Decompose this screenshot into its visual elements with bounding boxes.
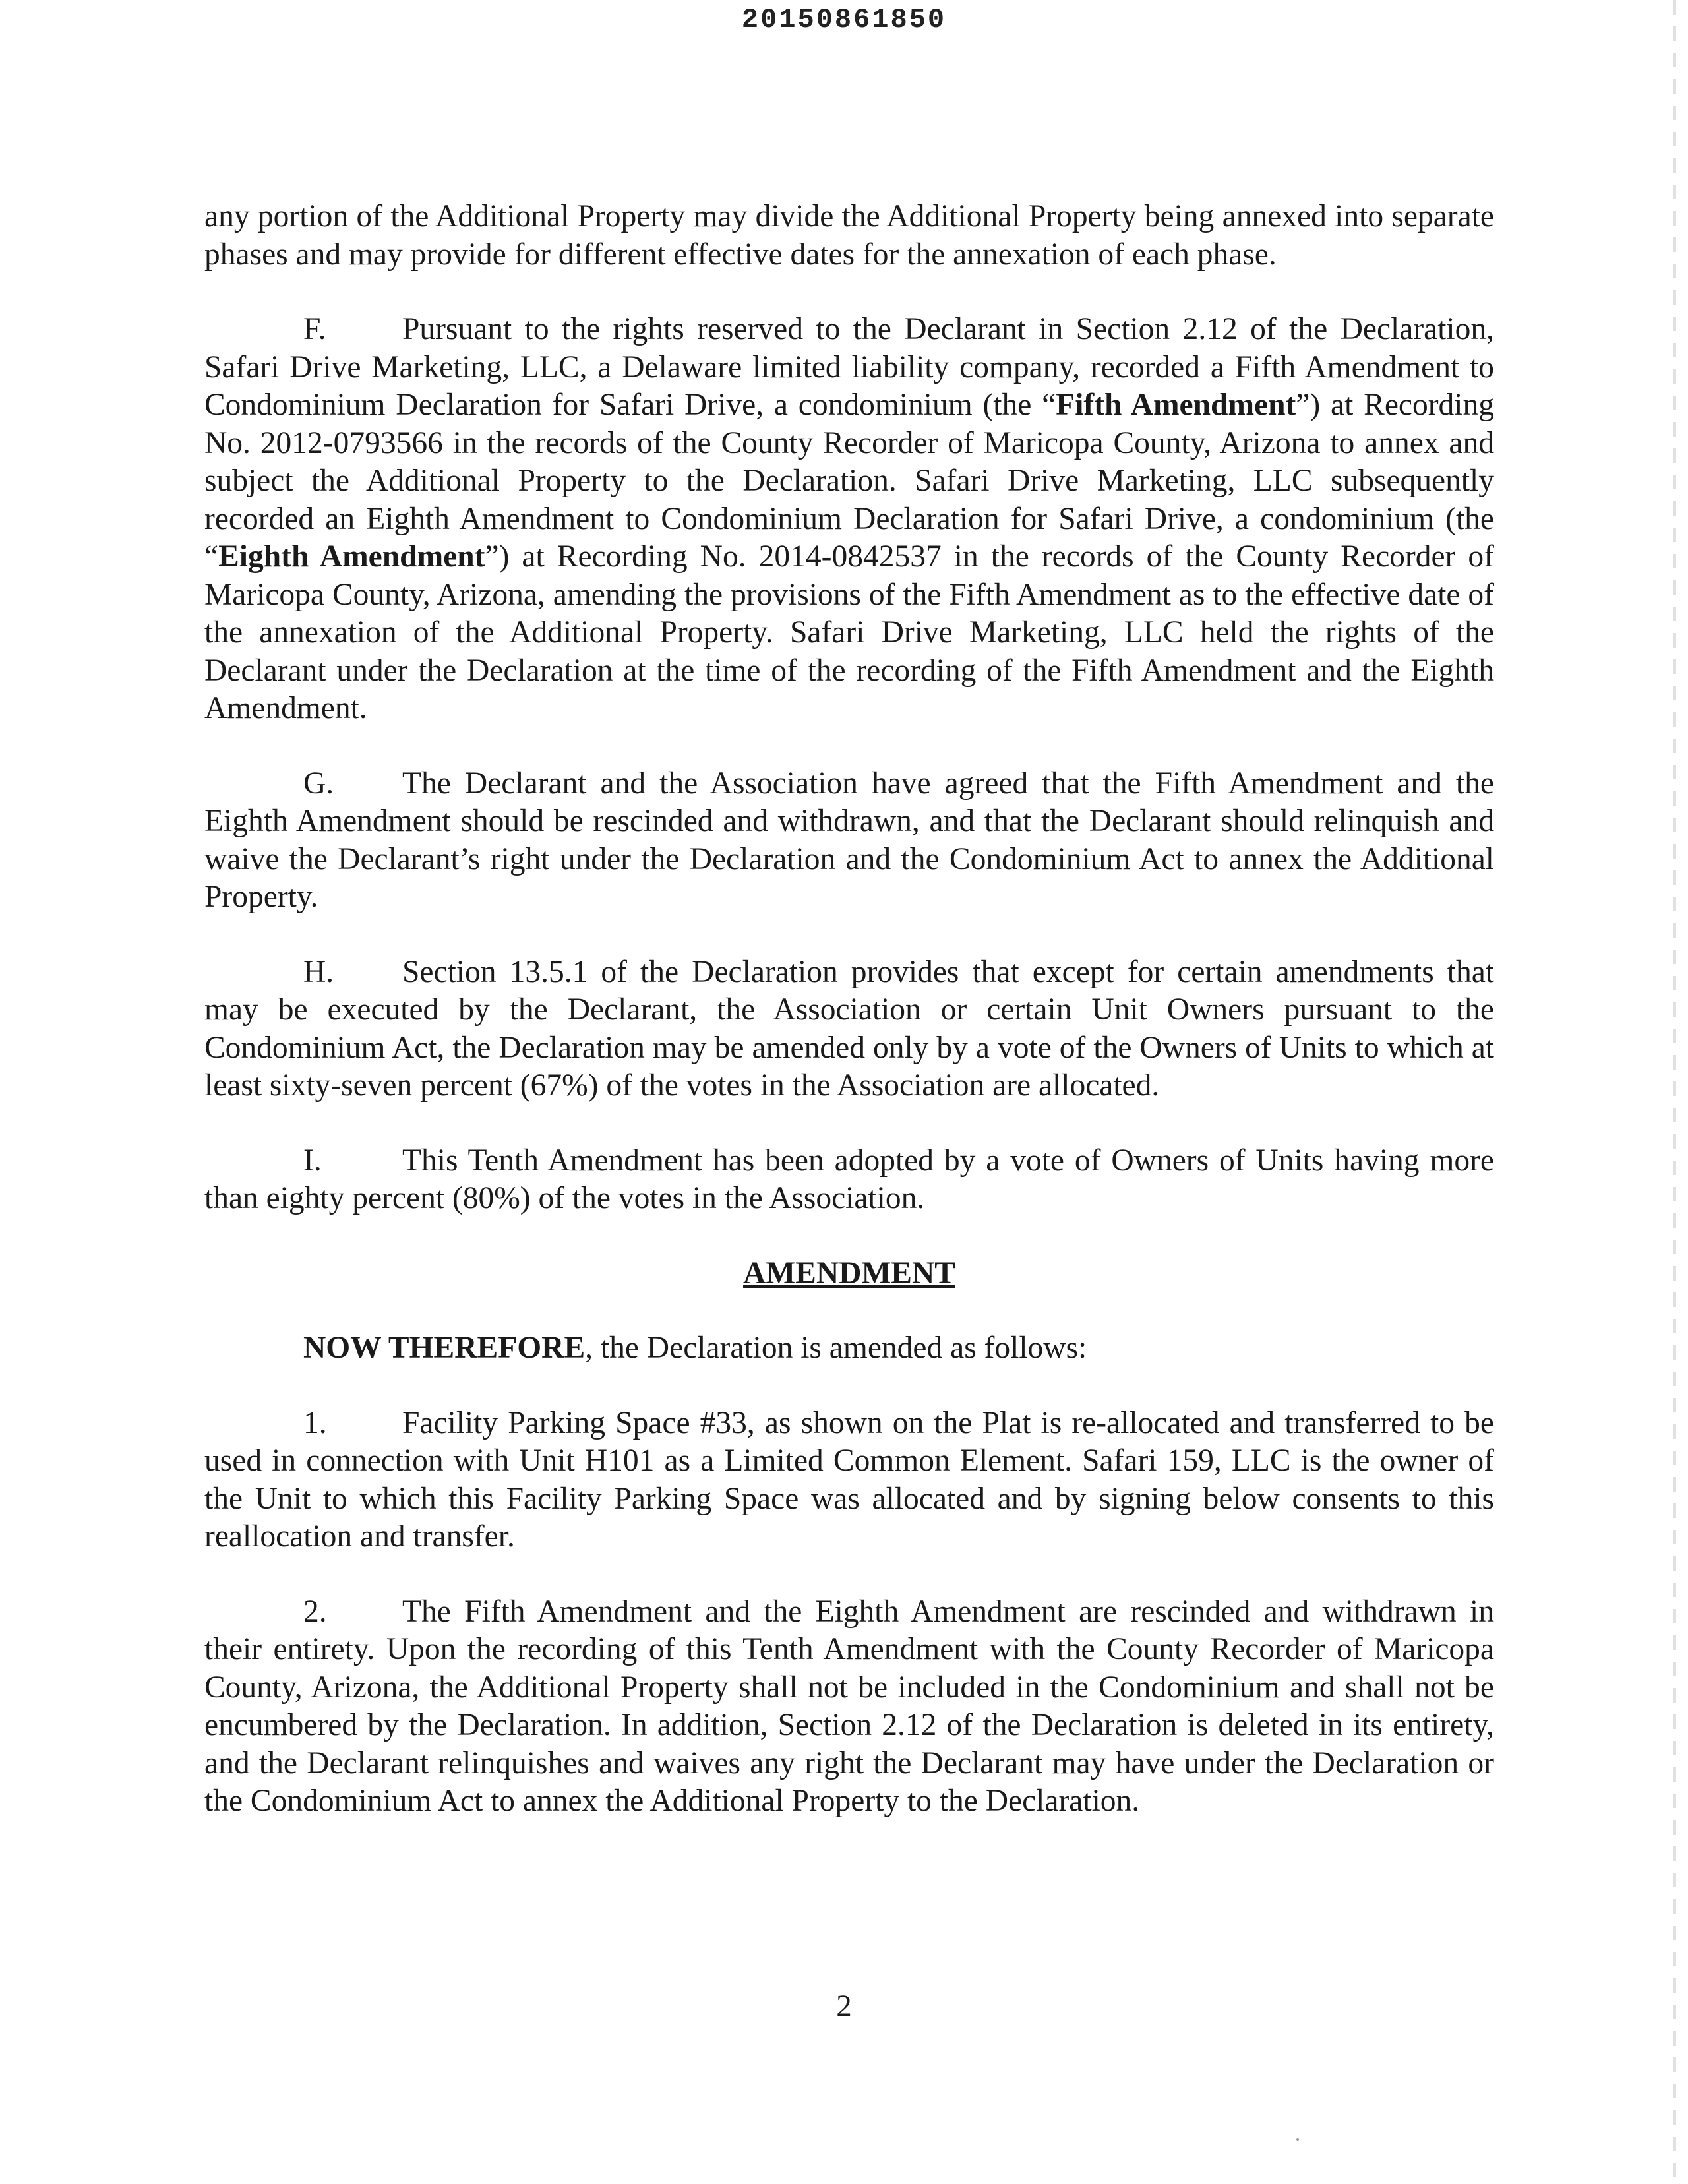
paragraph-i — [204, 1142, 1494, 1218]
paragraph-g — [204, 765, 1494, 917]
recording-number: 20150861850 — [741, 4, 947, 36]
paragraph-label-h: H. — [303, 954, 334, 989]
paragraph-f-text-1: Pursuant to the rights reserved to the Declarant in Section 2.12 of the Declaration, Safari Drive Marketing, LLC, a Delaware limited liability company, recorded a Fifth Amendment to Condominium Declaration for Safari Drive, a condominium (the “ — [204, 312, 1494, 422]
now-therefore: NOW THEREFORE — [303, 1331, 586, 1365]
document-body — [204, 198, 1494, 1821]
scan-edge-artifact — [1673, 0, 1676, 2184]
paragraph-label-f: F. — [303, 312, 326, 346]
paragraph-label-i: I. — [303, 1143, 322, 1178]
paragraph-f-text-2: ”) at Recording No. 2012-0793566 in the records of the County Recorder of Maricopa County, Arizona to annex and subject the Additional Property to the Declaration. Safari Drive Marketing, LLC subsequently recorded an Eighth Amendment to Condominium Declaration for Safari Drive, a condominium (the “ — [204, 388, 1495, 574]
paragraph-f — [204, 311, 1494, 728]
paragraph-label-g: G. — [303, 766, 334, 801]
paragraph-f-text-3: ”) at Recording No. 2014-0842537 in the records of the County Recorder of Maricopa County, Arizona, amending the provisions of the Fifth Amendment as to the effective date of the annexation of the Additional Property. Safari Drive Marketing, LLC held the rights of the Declarant under the Declaration at the time of the recording of the Fifth Amendment and the Eighth Amendment. — [204, 539, 1494, 725]
scan-speck-artifact — [1296, 2138, 1299, 2141]
paragraph-h-text: Section 13.5.1 of the Declaration provides that except for certain amendments that may be executed by the Declarant, the Association or certain Unit Owners pursuant to the Condominium Act, the Declaration may be amended only by a vote of the Owners of Units to which at least sixty-seven percent (67%) of the votes in the Association are allocated. — [204, 954, 1494, 1103]
page-number: 2 — [836, 1989, 852, 2023]
paragraph-i-text: This Tenth Amendment has been adopted by a vote of Owners of Units having more than eighty percent (80%) of the votes in the Association. — [204, 1143, 1494, 1215]
amendment-item-2 — [204, 1593, 1494, 1821]
amendment-intro-text: , the Declaration is amended as follows: — [585, 1331, 1087, 1365]
paragraph-g-text: The Declarant and the Association have agreed that the Fifth Amendment and the Eighth Amendment should be rescinded and withdrawn, and that the Declarant should relinquish and waive the Declarant’s right under the Declaration and the Condominium Act to annex the Additional Property. — [204, 766, 1494, 914]
paragraph-continuation: any portion of the Additional Property may divide the Additional Property being annexed into separate phases and may provide for different effective dates for the annexation of each phase. — [204, 199, 1494, 272]
defined-term-eighth-amendment: Eighth Amendment — [218, 539, 485, 574]
amendment-item-1 — [204, 1405, 1494, 1556]
amendment-intro — [204, 1329, 1494, 1368]
paragraph-h — [204, 954, 1494, 1105]
amendment-item-label-2: 2. — [303, 1594, 327, 1629]
amendment-item-2-text: The Fifth Amendment and the Eighth Amendment are rescinded and withdrawn in their entirety. Upon the recording of this Tenth Amendment with the County Recorder of Maricopa County, Arizona, the Additional Property shall not be included in the Condominium and shall not be encumbered by the Declaration. In addition, Section 2.12 of the Declaration is deleted in its entirety, and the Declarant relinquishes and waives any right the Declarant may have under the Declaration or the Condominium Act to annex the Additional Property to the Declaration. — [204, 1594, 1494, 1818]
defined-term-fifth-amendment: Fifth Amendment — [1056, 388, 1296, 422]
amendment-heading: AMENDMENT — [743, 1256, 955, 1290]
amendment-item-label-1: 1. — [303, 1405, 327, 1440]
amendment-item-1-text: Facility Parking Space #33, as shown on the Plat is re-allocated and transferred to be used in connection with Unit H101 as a Limited Common Element. Safari 159, LLC is the owner of the Unit to which this Facility Parking Space was allocated and by signing below consents to this reallocation and transfer. — [204, 1405, 1494, 1554]
